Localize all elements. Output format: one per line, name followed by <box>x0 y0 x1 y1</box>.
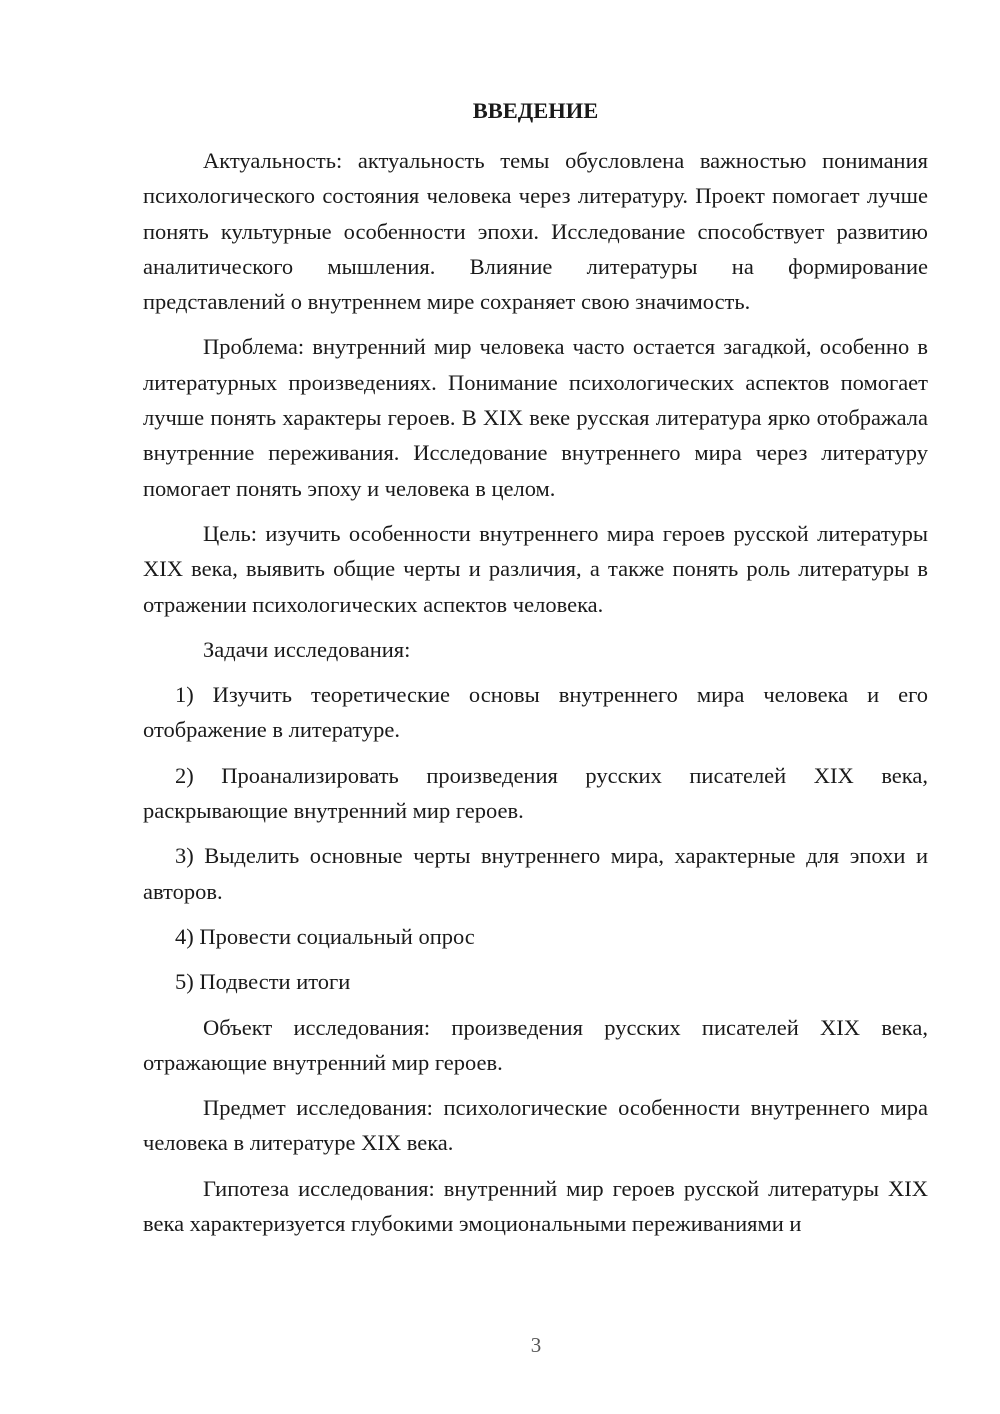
paragraph-subject: Предмет исследования: психологические особенности внутреннего мира человека в литературе XIX века. <box>143 1095 928 1156</box>
body-text <box>143 143 928 1251</box>
task-item-5: 5) Подвести итоги <box>175 969 351 995</box>
paragraph-object: Объект исследования: произведения русских писателей XIX века, отражающие внутренний мир героев. <box>143 1014 928 1075</box>
section-title: ВВЕДЕНИЕ <box>472 98 599 123</box>
page-number: 3 <box>530 1333 542 1357</box>
task-item-1: 1) Изучить теоретические основы внутреннего мира человека и его отображение в литературе. <box>143 682 928 743</box>
task-item-3: 3) Выделить основные черты внутреннего мира, характерные для эпохи и авторов. <box>143 843 928 904</box>
paragraph-problem: Проблема: внутренний мир человека часто остается загадкой, особенно в литературных произведениях. Понимание психологических аспектов помогает лучше понять характеры героев. В XIX веке русская литература ярко отображала внутренние переживания. Исследование внутреннего мира через литературу помогает понять эпоху и человека в целом. <box>143 334 928 501</box>
paragraph-goal: Цель: изучить особенности внутреннего мира героев русской литературы XIX века, выявить общие черты и различия, а также понять роль литературы в отражении психологических аспектов человека. <box>143 520 928 617</box>
paragraph-hypothesis: Гипотеза исследования: внутренний мир героев русской литературы XIX века характеризуется глубокими эмоциональными переживаниями и <box>143 1175 928 1237</box>
task-item-4: 4) Провести социальный опрос <box>175 923 475 949</box>
paragraph-relevance: Актуальность: актуальность темы обусловлена важностью понимания психологического состояния человека через литературу. Проект помогает лучше понять культурные особенности эпохи. Исследование способствует развитию аналитического мышления. Влияние литературы на формирование представлений о внутреннем мире сохраняет свою значимость. <box>143 148 928 315</box>
task-item-2: 2) Проанализировать произведения русских писателей XIX века, раскрывающие внутренний мир героев. <box>143 762 928 824</box>
paragraph-tasks-heading: Задачи исследования: <box>203 636 411 662</box>
